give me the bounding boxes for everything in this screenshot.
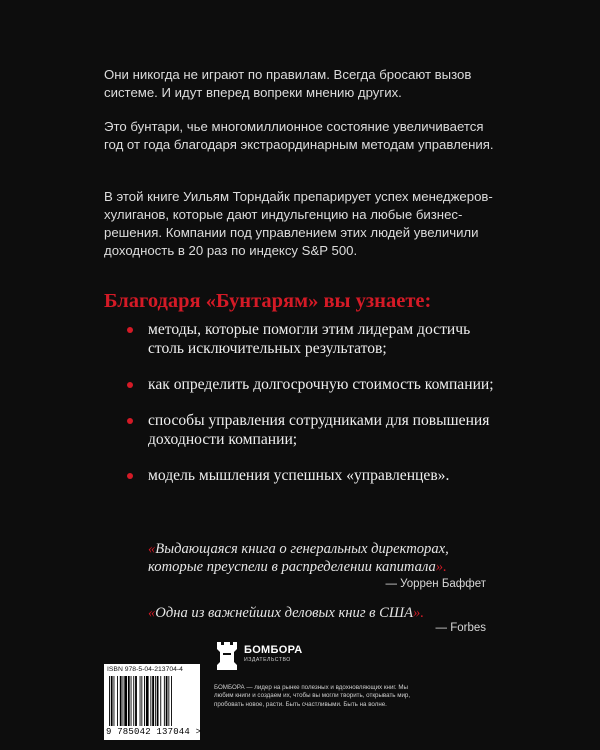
benefits-list xyxy=(148,320,508,502)
bullet-dot-icon xyxy=(127,327,133,333)
barcode-digits: 9 785042 137044 > xyxy=(106,727,202,737)
quote-buffett xyxy=(148,540,488,576)
quote-author: — Forbes xyxy=(435,622,486,634)
intro-paragraph-1: Они никогда не играют по правилам. Всегда бросают вызов системе. И идут вперед вопреки мнению других. xyxy=(104,67,472,100)
section-heading: Благодаря «Бунтарям» вы узнаете: xyxy=(104,290,432,312)
list-item xyxy=(148,466,508,485)
isbn-barcode xyxy=(104,664,200,740)
quote-close-mark: ». xyxy=(435,559,447,575)
list-item xyxy=(148,320,508,358)
intro-paragraph-2: Это бунтари, чье многомиллионное состояние увеличивается год от года благодаря экстраординарным методам управления. xyxy=(104,119,494,152)
intro-paragraph-3: В этой книге Уильям Торндайк препарирует успех менеджеров-хулиганов, которые дают индульгенцию на любые бизнес-решения. Компании под управлением этих людей увеличили доходность в 20 раз по индексу S&P 500. xyxy=(104,189,493,258)
bullet-dot-icon xyxy=(127,382,133,388)
quote-text: Выдающаяся книга о генеральных директорах, которые преуспели в распределении капитала xyxy=(148,541,449,575)
quote-author: — Уоррен Баффет xyxy=(385,578,486,590)
list-item-text: модель мышления успешных «управленцев». xyxy=(148,467,450,484)
barcode-icon xyxy=(107,676,197,726)
list-item xyxy=(148,375,508,394)
quote-open-mark: « xyxy=(148,541,156,557)
chess-rook-icon xyxy=(214,640,240,670)
list-item xyxy=(148,411,508,449)
isbn-label: ISBN 978-5-04-213704-4 xyxy=(107,666,183,673)
list-item-text: методы, которые помогли этим лидерам достичь столь исключительных результатов; xyxy=(148,321,471,357)
quote-open-mark: « xyxy=(148,605,156,621)
list-item-text: как определить долгосрочную стоимость компании; xyxy=(148,376,494,393)
bullet-dot-icon xyxy=(127,473,133,479)
quote-forbes xyxy=(148,604,488,622)
quote-text: Одна из важнейших деловых книг в США xyxy=(155,605,414,621)
quote-close-mark: ». xyxy=(413,605,424,621)
publisher-name: БОМБОРА xyxy=(244,644,303,656)
list-item-text: способы управления сотрудниками для повышения доходности компании; xyxy=(148,412,490,448)
publisher-blurb: БОМБОРА — лидер на рынке полезных и вдохновляющих книг. Мы любим книги и создаем их, чтобы вы могли творить, открывать мир, пробовать новое, расти. Быть счастливыми. Быть на волне. xyxy=(214,684,411,708)
bullet-dot-icon xyxy=(127,418,133,424)
publisher-subtitle: ИЗДАТЕЛЬСТВО xyxy=(244,657,291,663)
publisher-logo xyxy=(214,640,303,672)
